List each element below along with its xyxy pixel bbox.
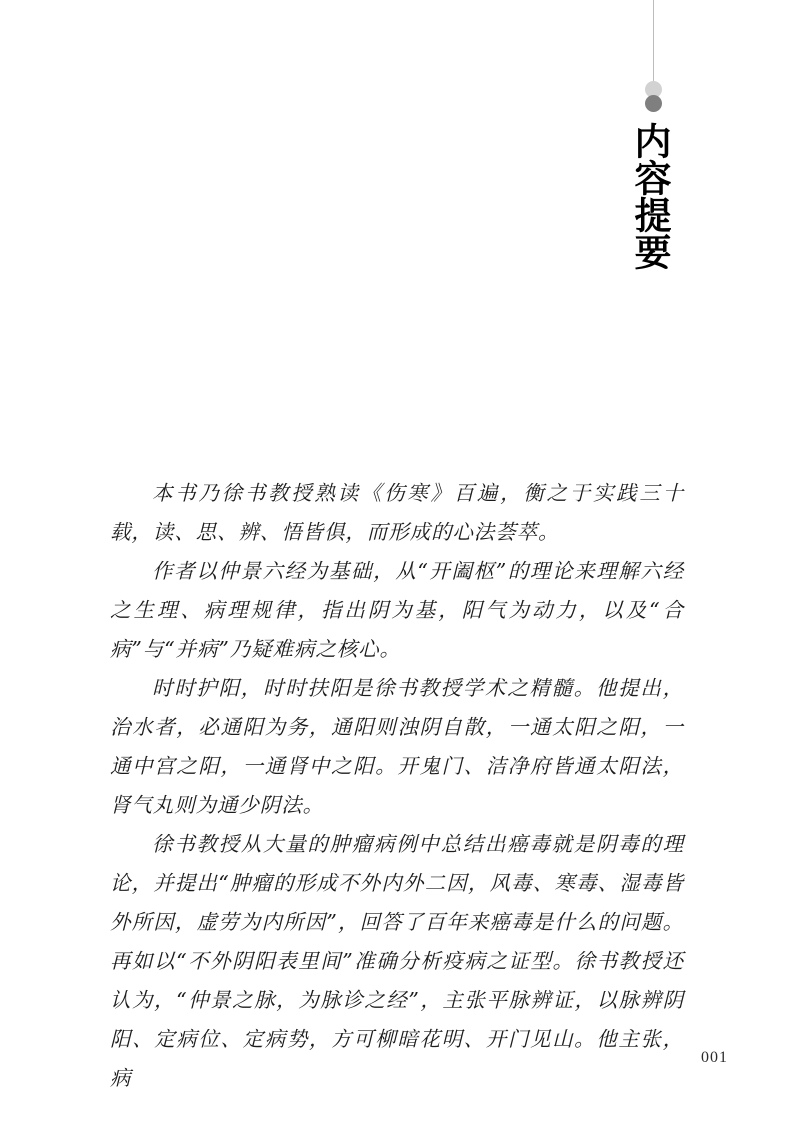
paragraph: 作者以仲景六经为基础，从“开阖枢”的理论来理解六经之生理、病理规律，指出阴为基，阳气为动力，以及“合病”与“并病”乃疑难病之核心。 bbox=[110, 559, 684, 661]
paragraph: 时时护阳，时时扶阳是徐书教授学术之精髓。他提出，治水者，必通阳为务，通阳则浊阴自散，一通太阳之阳，一通中宫之阳，一通肾中之阳。开鬼门、洁净府皆通太阳法，肾气丸则为通少阴法。 bbox=[110, 676, 684, 817]
paragraph: 徐书教授从大量的肿瘤病例中总结出癌毒就是阴毒的理论，并提出“肿瘤的形成不外内外二因，风毒、寒毒、湿毒皆外所因，虚劳为内所因”，回答了百年来癌毒是什么的问题。再如以“不外阴阳表里间”准确分析疫病之证型。徐书教授还认为，“仲景之脉，为脉诊之经”，主张平脉辨证，以脉辨阴阳、定病位、定病势，方可柳暗花明、开门见山。他主张，病 bbox=[110, 832, 684, 1090]
page-number: 001 bbox=[701, 1049, 728, 1066]
header-ornament bbox=[644, 0, 664, 116]
circle-dark-icon bbox=[645, 95, 662, 112]
paragraph: 本书乃徐书教授熟读《伤寒》百遍，衡之于实践三十载，读、思、辨、悟皆俱，而形成的心法荟萃。 bbox=[110, 481, 684, 544]
vertical-rule-icon bbox=[653, 0, 654, 83]
page-title: 内容提要 bbox=[628, 122, 669, 270]
body-text-block bbox=[110, 474, 684, 1098]
